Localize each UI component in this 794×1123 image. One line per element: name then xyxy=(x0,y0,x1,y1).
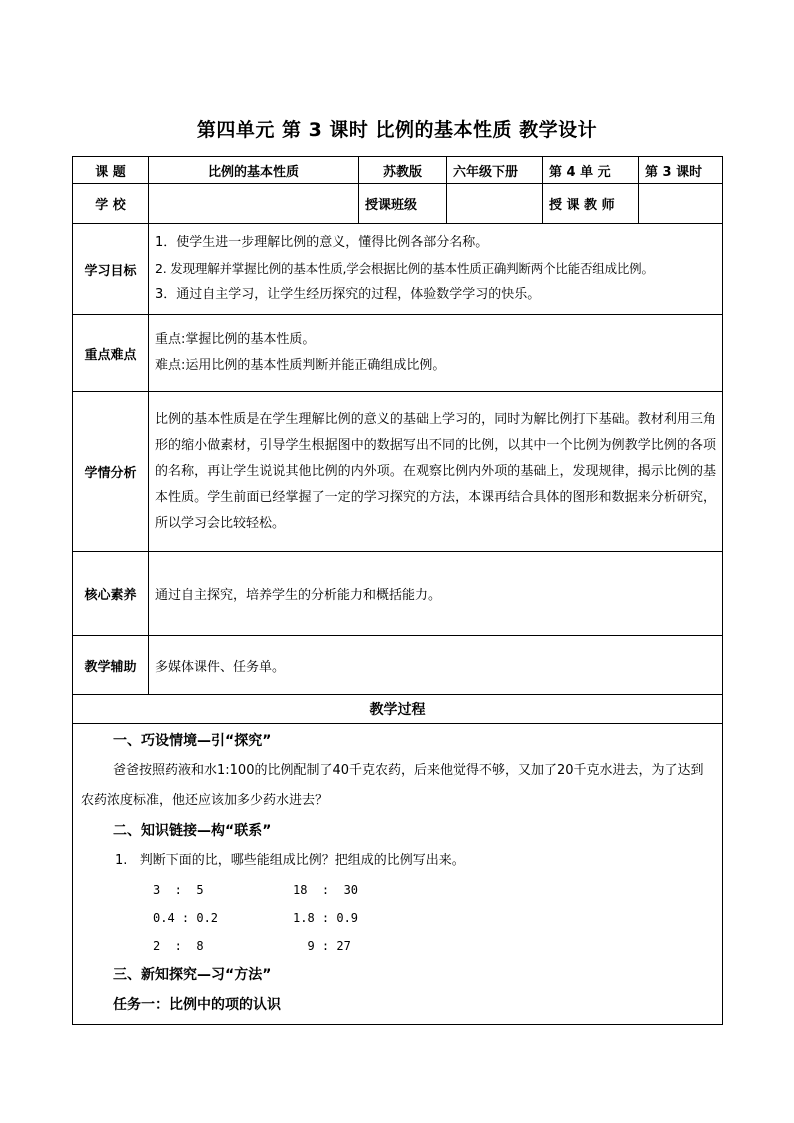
process-content xyxy=(73,724,723,1025)
ratio-right: 9 : 27 xyxy=(293,939,351,953)
section-3-title: 三、新知探究—习“方法” xyxy=(113,967,272,983)
teacher-value xyxy=(639,184,723,224)
key-point-item: 难点:运用比例的基本性质判断并能正确组成比例。 xyxy=(155,358,446,373)
process-row xyxy=(73,724,723,1025)
ratio-right: 18 : 30 xyxy=(293,883,359,897)
literacy-row xyxy=(73,552,723,636)
page-title: 第四单元 第 3 课时 比例的基本性质 教学设计 xyxy=(196,119,598,141)
ratio-left: 0.4 : 0.2 xyxy=(153,911,219,925)
goal-item: 3．通过自主学习，让学生经历探究的过程，体验数学学习的快乐。 xyxy=(155,287,541,302)
question-1: 1. 判断下面的比，哪些能组成比例？把组成的比例写出来。 xyxy=(115,853,465,868)
school-label: 学 校 xyxy=(73,184,149,224)
key-points-label: 重点难点 xyxy=(73,315,149,392)
aids-row xyxy=(73,636,723,695)
literacy-text: 通过自主探究，培养学生的分析能力和概括能力。 xyxy=(149,552,723,636)
header-row-course xyxy=(73,157,723,184)
literacy-label: 核心素养 xyxy=(73,552,149,636)
class-value xyxy=(447,184,543,224)
ratio-row xyxy=(81,904,714,932)
goals-content xyxy=(149,224,723,315)
goal-item: 1．使学生进一步理解比例的意义，懂得比例各部分名称。 xyxy=(155,235,489,250)
process-heading-row xyxy=(73,695,723,724)
class-label: 授课班级 xyxy=(359,184,447,224)
section-1-title: 一、巧设情境—引“探究” xyxy=(113,733,272,749)
school-value xyxy=(149,184,359,224)
key-point-item: 重点:掌握比例的基本性质。 xyxy=(155,332,316,347)
period: 第 3 课时 xyxy=(639,157,723,184)
grade: 六年级下册 xyxy=(447,157,543,184)
goals-label: 学习目标 xyxy=(73,224,149,315)
section-2-title: 二、知识链接—构“联系” xyxy=(113,823,272,839)
unit: 第 4 单 元 xyxy=(543,157,639,184)
ratio-left: 2 : 8 xyxy=(153,939,204,953)
publisher: 苏教版 xyxy=(359,157,447,184)
aids-text: 多媒体课件、任务单。 xyxy=(149,636,723,695)
ratio-right: 1.8 : 0.9 xyxy=(293,911,359,925)
ratio-left: 3 : 5 xyxy=(153,883,204,897)
key-points-content xyxy=(149,315,723,392)
process-heading: 教学过程 xyxy=(73,695,723,724)
course-label: 课 题 xyxy=(73,157,149,184)
analysis-label: 学情分析 xyxy=(73,392,149,552)
ratio-row xyxy=(81,876,714,904)
ratio-row xyxy=(81,932,714,960)
analysis-row xyxy=(73,392,723,552)
lesson-plan-table xyxy=(72,156,723,1025)
analysis-text: 比例的基本性质是在学生理解比例的意义的基础上学习的，同时为解比例打下基础。教材利用三角形的缩小做素材，引导学生根据图中的数据写出不同的比例，以其中一个比例为例教学比例的各项的名称，再让学生说说其他比例的内外项。在观察比例内外项的基础上，发现规律，揭示比例的基本性质。学生前面已经掌握了一定的学习探究的方法，本课再结合具体的图形和数据来分析研究，所以学习会比较轻松。 xyxy=(149,392,723,552)
task-1-title: 任务一：比例中的项的认识 xyxy=(113,997,281,1013)
header-row-school xyxy=(73,184,723,224)
key-points-row xyxy=(73,315,723,392)
teacher-label: 授 课 教 师 xyxy=(543,184,639,224)
goals-row xyxy=(73,224,723,315)
course-value: 比例的基本性质 xyxy=(149,157,359,184)
section-1-text: 爸爸按照药液和水1:100的比例配制了40千克农药，后来他觉得不够，又加了20千克水进去，为了达到农药浓度标准，他还应该加多少药水进去？ xyxy=(81,763,704,808)
aids-label: 教学辅助 xyxy=(73,636,149,695)
goal-item: 2. 发现理解并掌握比例的基本性质,学会根据比例的基本性质正确判断两个比能否组成比例。 xyxy=(155,261,654,276)
